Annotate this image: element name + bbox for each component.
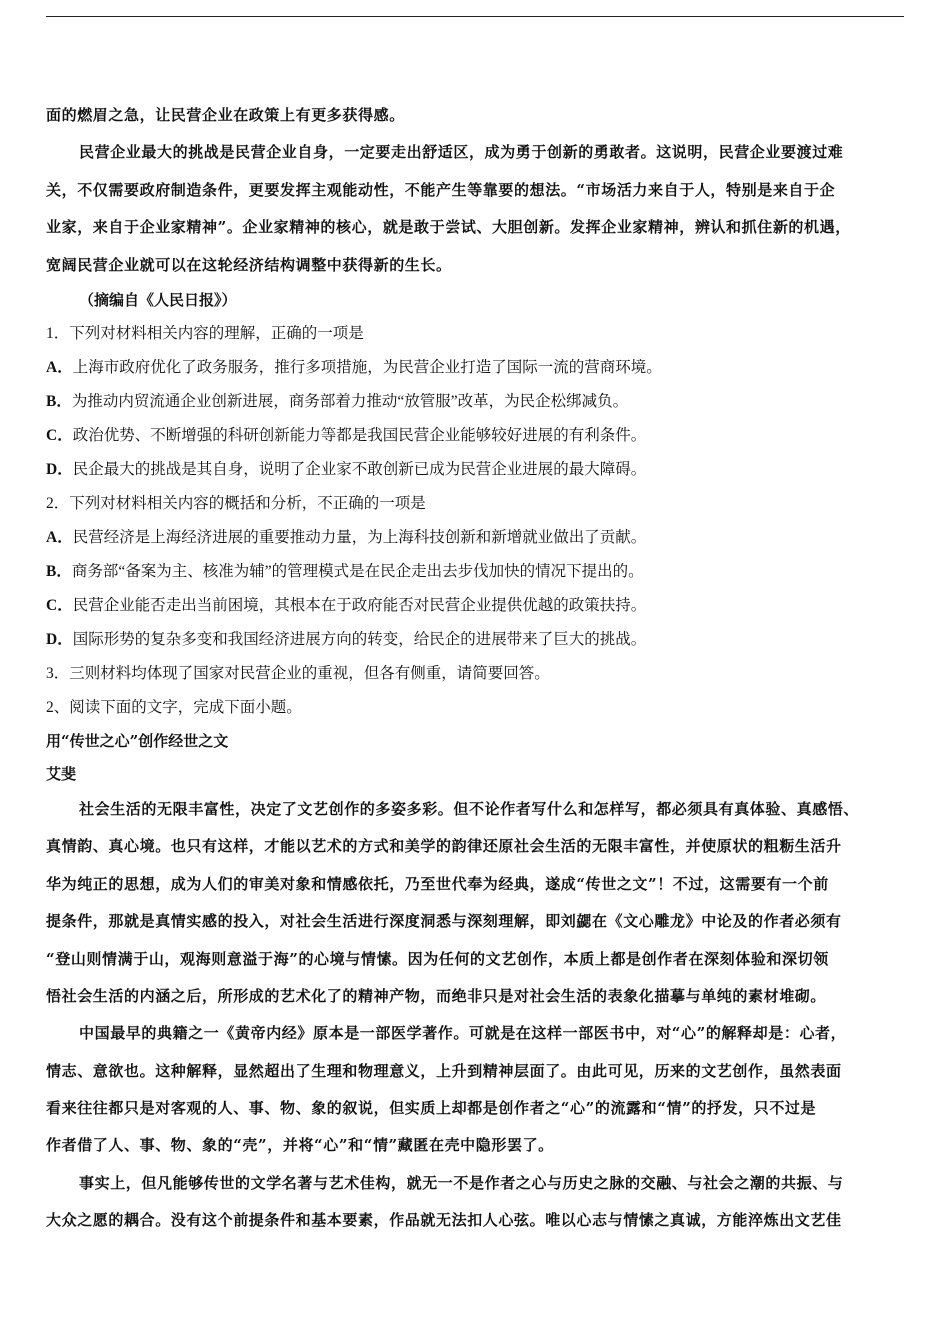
essay-line: 情志、意欲也。这种解释，显然超出了生理和物理意义，上升到精神层面了。由此可见，历来的文艺创作，虽然表面 bbox=[46, 1061, 842, 1080]
essay-paragraph-1 bbox=[46, 791, 908, 1015]
article1-line: 民营企业最大的挑战是民营企业自身，一定要走出舒适区，成为勇于创新的勇敢者。这说明，民营企业要渡过难 bbox=[79, 143, 844, 162]
essay-line: 作者借了人、事、物、象的“壳”，并将“心”和“情”藏匿在壳中隐形罢了。 bbox=[46, 1136, 554, 1155]
document-page bbox=[46, 97, 908, 1240]
article1-line: 面的燃眉之急，让民营企业在政策上有更多获得感。 bbox=[46, 106, 405, 124]
header-rule bbox=[46, 16, 904, 17]
essay-line: 大众之愿的耦合。没有这个前提条件和基本要素，作品就无法扣人心弦。唯以心志与情愫之真诚，方能淬炼出文艺佳 bbox=[46, 1211, 842, 1230]
essay-line: 华为纯正的思想，成为人们的审美对象和情感依托，乃至世代奉为经典，遂成“传世之文”！不过，这需要有一个前 bbox=[46, 874, 829, 893]
question-3-stem: 3．三则材料均体现了国家对民营企业的重视，但各有侧重，请简要回答。 bbox=[46, 664, 550, 682]
option-letter: D． bbox=[46, 630, 73, 648]
option-text: 国际形势的复杂多变和我国经济进展方向的转变，给民企的进展带来了巨大的挑战。 bbox=[72, 630, 647, 648]
question-2-option-b bbox=[46, 555, 908, 589]
question-2-stem: 2．下列对材料相关内容的概括和分析，不正确的一项是 bbox=[46, 494, 426, 512]
article1-line: 关，不仅需要政府制造条件，更要发挥主观能动性，不能产生等靠要的想法。“市场活力来自于人，特别是来自于企 bbox=[46, 180, 836, 199]
essay-line: 事实上，但凡能够传世的文学名著与艺术佳构，就无一不是作者之心与历史之脉的交融、与社会之潮的共振、与 bbox=[79, 1173, 844, 1192]
essay-paragraph-3 bbox=[46, 1165, 908, 1240]
question-2-option-a bbox=[46, 521, 908, 555]
essay-line: 真情韵、真心境。也只有这样，才能以艺术的方式和美学的韵律还原社会生活的无限丰富性，并使原状的粗粝生活升 bbox=[46, 837, 842, 856]
question-1-option-a bbox=[46, 351, 908, 385]
essay-line: 提条件，那就是真情实感的投入，对社会生活进行深度洞悉与深刻理解，即刘勰在《文心雕龙》中论及的作者必须有 bbox=[46, 912, 842, 931]
option-text: 民企最大的挑战是其自身，说明了企业家不敢创新已成为民营企业进展的最大障碍。 bbox=[72, 460, 647, 478]
article1-text bbox=[46, 97, 908, 284]
option-letter: D． bbox=[46, 460, 73, 478]
essay-paragraph-2 bbox=[46, 1015, 908, 1165]
article1-line: 业家，来自于企业家精神”。企业家精神的核心，就是敢于尝试、大胆创新。发挥企业家精神，辨认和抓住新的机遇， bbox=[46, 218, 851, 237]
option-letter: A． bbox=[46, 358, 73, 376]
option-letter: B． bbox=[46, 392, 72, 410]
essay-line: 中国最早的典籍之一《黄帝内经》原本是一部医学著作。可就是在这样一部医书中，对“心”的解释却是：心者， bbox=[79, 1024, 847, 1043]
section2-instruction: 2、阅读下面的文字，完成下面小题。 bbox=[46, 698, 302, 716]
question-2-option-d bbox=[46, 623, 908, 657]
option-text: 政治优势、不断增强的科研创新能力等都是我国民营企业能够较好进展的有利条件。 bbox=[72, 426, 647, 444]
question-1-option-b bbox=[46, 385, 908, 419]
article1-source: （摘编自《人民日报》） bbox=[79, 290, 237, 309]
option-letter: C． bbox=[46, 596, 73, 614]
option-text: 商务部“备案为主、核准为辅”的管理模式是在民企走出去步伐加快的情况下提出的。 bbox=[71, 562, 644, 580]
option-letter: B． bbox=[46, 562, 72, 580]
essay-line: 看来往往都只是对客观的人、事、物、象的叙说，但实质上却都是创作者之“心”的流露和“情”的抒发，只不过是 bbox=[46, 1099, 817, 1118]
option-letter: C． bbox=[46, 426, 73, 444]
option-text: 上海市政府优化了政务服务，推行多项措施，为民营企业打造了国际一流的营商环境。 bbox=[72, 358, 662, 376]
question-1-option-d bbox=[46, 453, 908, 487]
option-letter: A． bbox=[46, 528, 73, 546]
article1-line: 宽阔民营企业就可以在这轮经济结构调整中获得新的生长。 bbox=[46, 255, 452, 274]
essay-line: 悟社会生活的内涵之后，所形成的艺术化了的精神产物，而绝非只是对社会生活的表象化描摹与单纯的素材堆砌。 bbox=[46, 986, 827, 1005]
option-text: 为推动内贸流通企业创新进展，商务部着力推动“放管服”改革，为民企松绑减负。 bbox=[71, 392, 629, 410]
question-1-option-c bbox=[46, 419, 908, 453]
option-text: 民营企业能否走出当前困境，其根本在于政府能否对民营企业提供优越的政策扶持。 bbox=[72, 596, 647, 614]
essay-line: “登山则情满于山，观海则意溢于海”的心境与情愫。因为任何的文艺创作，本质上都是创作者在深刻体验和深切领 bbox=[46, 949, 829, 968]
option-text: 民营经济是上海经济进展的重要推动力量，为上海科技创新和新增就业做出了贡献。 bbox=[72, 528, 647, 546]
essay-author: 艾斐 bbox=[46, 764, 77, 783]
question-1-stem: 1．下列对材料相关内容的理解，正确的一项是 bbox=[46, 324, 364, 342]
question-1 bbox=[46, 317, 908, 487]
question-2 bbox=[46, 487, 908, 657]
essay-line: 社会生活的无限丰富性，决定了文艺创作的多姿多彩。但不论作者写什么和怎样写，都必须具有真体验、真感悟、 bbox=[79, 799, 860, 818]
question-2-option-c bbox=[46, 589, 908, 623]
essay-title: 用“传世之心”创作经世之文 bbox=[46, 731, 229, 750]
